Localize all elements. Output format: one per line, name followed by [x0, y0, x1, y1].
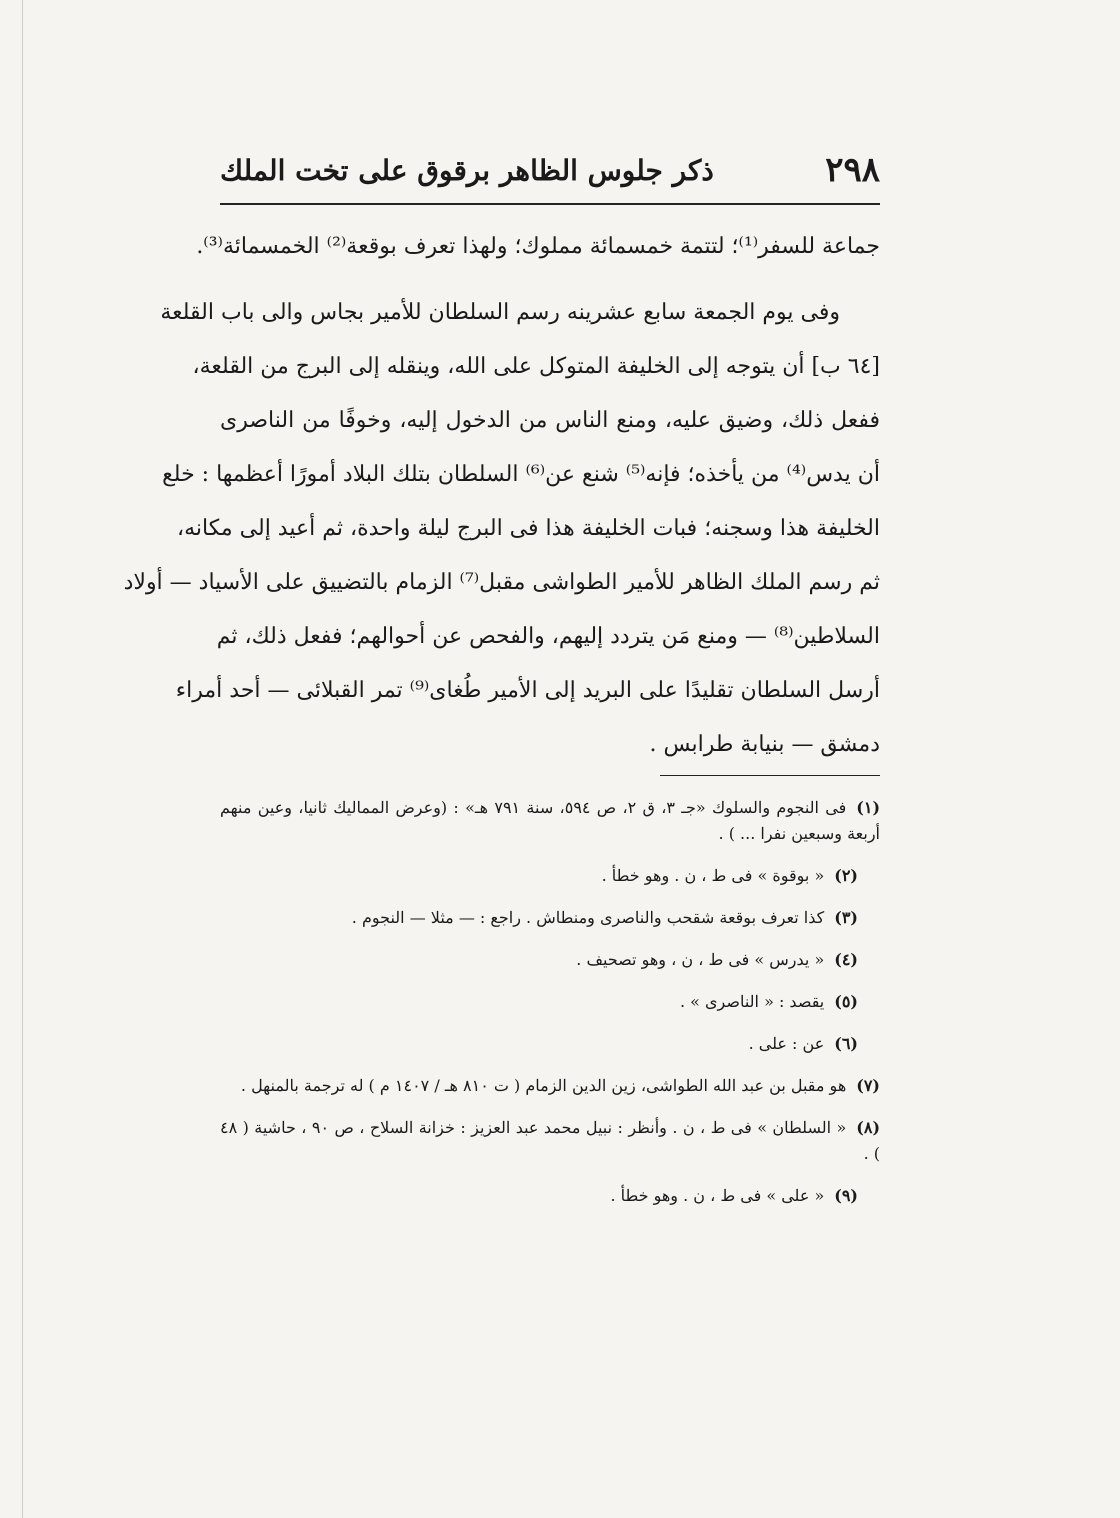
text-line: أرسل السلطان تقليدًا على البريد إلى الأمير طُغاى⁽⁹⁾ تمر القبلائى — أحد أمراء: [175, 678, 880, 703]
footnote-text: فى النجوم والسلوك «جـ ٣، ق ٢، ص ٥٩٤، سنة ٧٩١ هـ» : (وعرض المماليك ثانيا، وعين منهم أربعة وسبعين نفرا ... ) .: [220, 798, 880, 843]
footnote-text: « بوقوة » فى ط ، ن . وهو خطأ .: [601, 866, 825, 885]
text-line: ثم رسم الملك الظاهر للأمير الطواشى مقبل⁽⁷⁾ الزمام بالتضييق على الأسياد — أولاد: [123, 570, 880, 595]
footnote-text: « على » فى ط ، ن . وهو خطأ .: [610, 1186, 825, 1205]
scan-edge-line: [22, 0, 23, 1518]
page-header: [220, 140, 880, 200]
main-text: [123, 220, 880, 772]
footnote-number: (٢): [834, 866, 858, 885]
footnote-number: (٤): [834, 950, 858, 969]
text-line: السلاطين⁽⁸⁾ — ومنع مَن يتردد إليهم، والفحص عن أحوالهم؛ ففعل ذلك، ثم: [216, 624, 880, 649]
footnote-text: يقصد : « الناصرى » .: [679, 992, 825, 1011]
footnote-text: هو مقبل بن عبد الله الطواشى، زين الدين الزمام ( ت ٨١٠ هـ / ١٤٠٧ م ) له ترجمة بالمنهل .: [240, 1076, 847, 1095]
text-line: [٦٤ ب] أن يتوجه إلى الخليفة المتوكل على الله، وينقله إلى البرج من القلعة،: [192, 354, 880, 379]
footnote-item: [220, 1115, 880, 1167]
book-page: [123, 130, 881, 1390]
text-line: الخليفة هذا وسجنه؛ فبات الخليفة هذا فى البرج ليلة واحدة، ثم أعيد إلى مكانه،: [177, 516, 880, 541]
page-number: ٢٩٨: [825, 150, 880, 190]
footnote-text: عن : على .: [748, 1034, 825, 1053]
text-line: أن يدس⁽⁴⁾ من يأخذه؛ فإنه⁽⁵⁾ شنع عن⁽⁶⁾ السلطان بتلك البلاد أمورًا أعظمها : خلع: [162, 462, 880, 487]
footnote-number: (٨): [856, 1118, 881, 1137]
footnote-number: (٧): [856, 1076, 880, 1095]
footnotes: [220, 795, 880, 1225]
footnote-item: [220, 1073, 880, 1099]
header-rule: [220, 203, 880, 205]
footnote-item: [220, 989, 880, 1015]
footnote-text: « يدرس » فى ط ، ن ، وهو تصحيف .: [576, 950, 825, 969]
footnote-number: (١): [856, 798, 881, 817]
text-line: وفى يوم الجمعة سابع عشرينه رسم السلطان للأمير بجاس والى باب القلعة: [160, 300, 840, 325]
footnote-number: (٥): [834, 992, 858, 1011]
footnote-number: (٩): [834, 1186, 858, 1205]
text-line: ففعل ذلك، وضيق عليه، ومنع الناس من الدخول إليه، وخوفًا من الناصرى: [220, 408, 880, 433]
footnote-item: [220, 1031, 880, 1057]
text-line: دمشق — بنيابة طرابس .: [649, 732, 880, 757]
footnote-item: [220, 863, 880, 889]
footnote-number: (٣): [834, 908, 858, 927]
footnote-separator: [660, 775, 880, 776]
footnote-text: « السلطان » فى ط ، ن . وأنظر : نبيل محمد عبد العزيز : خزانة السلاح ، ص ٩٠ ، حاشية ( ٤٨ ) .: [220, 1118, 880, 1163]
text-line: جماعة للسفر⁽¹⁾؛ لتتمة خمسمائة مملوك؛ ولهذا تعرف بوقعة⁽²⁾ الخمسمائة⁽³⁾.: [196, 234, 880, 259]
footnote-item: [220, 795, 880, 847]
footnote-item: [220, 905, 880, 931]
footnote-item: [220, 947, 880, 973]
running-title: ذكر جلوس الظاهر برقوق على تخت الملك: [220, 153, 714, 187]
footnote-item: [220, 1183, 880, 1209]
footnote-text: كذا تعرف بوقعة شقحب والناصرى ومنطاش . راجع : — مثلا — النجوم .: [351, 908, 825, 927]
footnote-number: (٦): [834, 1034, 858, 1053]
